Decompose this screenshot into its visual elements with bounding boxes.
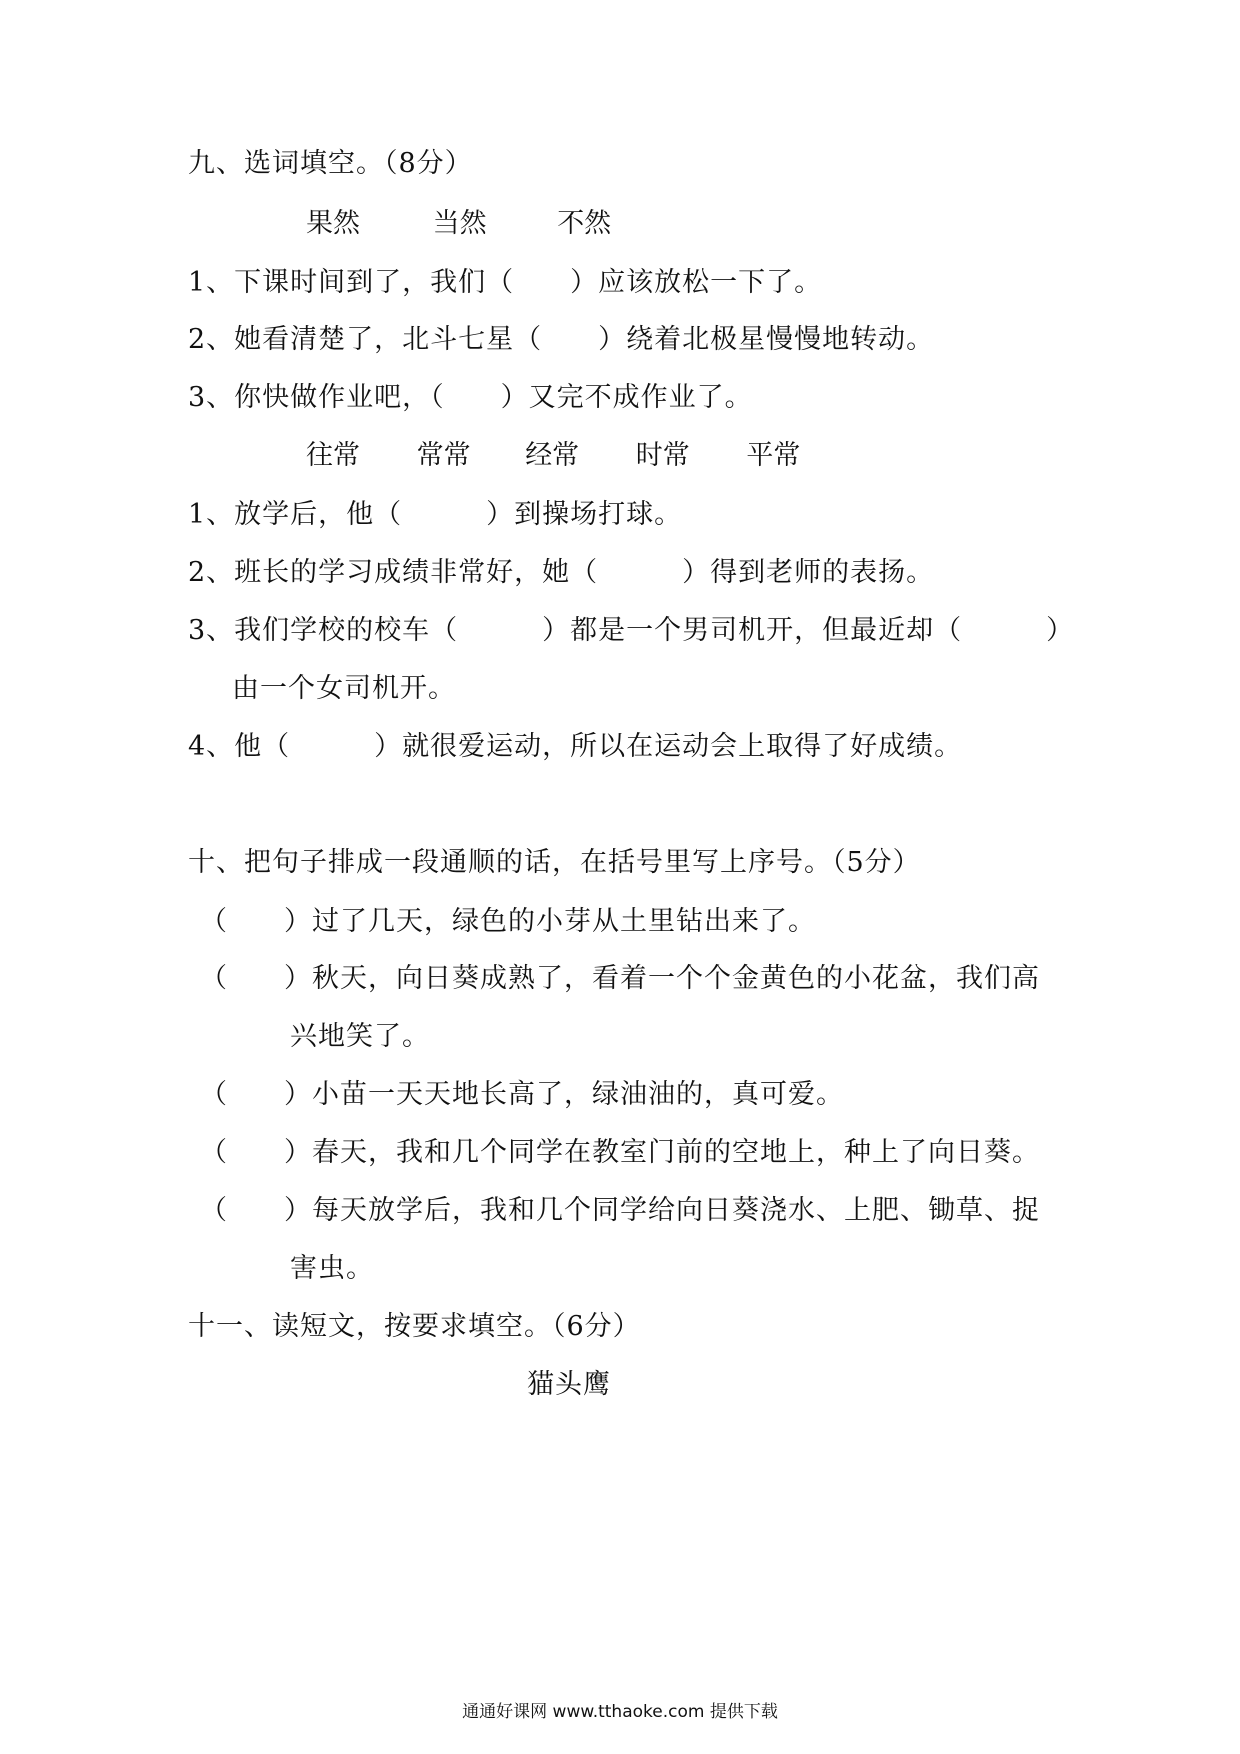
word-bank-1-word: 不然: [557, 208, 612, 239]
question-line: 3、你快做作业吧，（ ）又完不成作业了。: [188, 382, 753, 413]
ordering-line: （ ）每天放学后，我和几个同学给向日葵浇水、上肥、锄草、捉: [200, 1195, 1040, 1226]
word-bank-2-word: 经常: [525, 440, 580, 471]
section-9-heading: 九、选词填空。（8分）: [188, 148, 473, 179]
passage-title: 猫头鹰: [527, 1369, 611, 1400]
question-line: 4、他（ ）就很爱运动，所以在运动会上取得了好成绩。: [188, 731, 963, 762]
question-line: 2、她看清楚了，北斗七星（ ）绕着北极星慢慢地转动。: [188, 324, 935, 355]
ordering-line: （ ）秋天，向日葵成熟了，看着一个个金黄色的小花盆，我们高: [200, 963, 1040, 994]
question-line: 2、班长的学习成绩非常好，她（ ）得到老师的表扬。: [188, 557, 935, 588]
footer-credit: 通通好课网 www.tthaoke.com 提供下载: [462, 1702, 778, 1722]
section-10-heading: 十、把句子排成一段通顺的话，在括号里写上序号。（5分）: [188, 847, 921, 878]
word-bank-2-word: 平常: [746, 440, 801, 471]
ordering-line: （ ）春天，我和几个同学在教室门前的空地上，种上了向日葵。: [200, 1137, 1040, 1168]
ordering-line-continued: 害虫。: [290, 1253, 374, 1284]
ordering-line: （ ）过了几天，绿色的小芽从土里钻出来了。: [200, 906, 816, 937]
word-bank-1-word: 果然: [306, 208, 360, 239]
section-11-heading: 十一、读短文，按要求填空。（6分）: [188, 1311, 641, 1342]
ordering-line: （ ）小苗一天天地长高了，绿油油的，真可爱。: [200, 1079, 844, 1110]
word-bank-1-word: 当然: [432, 208, 487, 239]
word-bank-2: [306, 438, 800, 474]
question-line: 1、放学后，他（ ）到操场打球。: [188, 499, 683, 530]
word-bank-2-word: 往常: [306, 440, 360, 471]
question-line: 3、我们学校的校车（ ）都是一个男司机开，但最近却（ ）: [188, 615, 1075, 646]
ordering-line-continued: 兴地笑了。: [290, 1021, 430, 1052]
question-line-continued: 由一个女司机开。: [232, 673, 456, 704]
word-bank-2-word: 时常: [635, 440, 690, 471]
word-bank-1: [306, 206, 611, 242]
word-bank-2-word: 常常: [416, 440, 471, 471]
question-line: 1、下课时间到了，我们（ ）应该放松一下了。: [188, 267, 823, 298]
